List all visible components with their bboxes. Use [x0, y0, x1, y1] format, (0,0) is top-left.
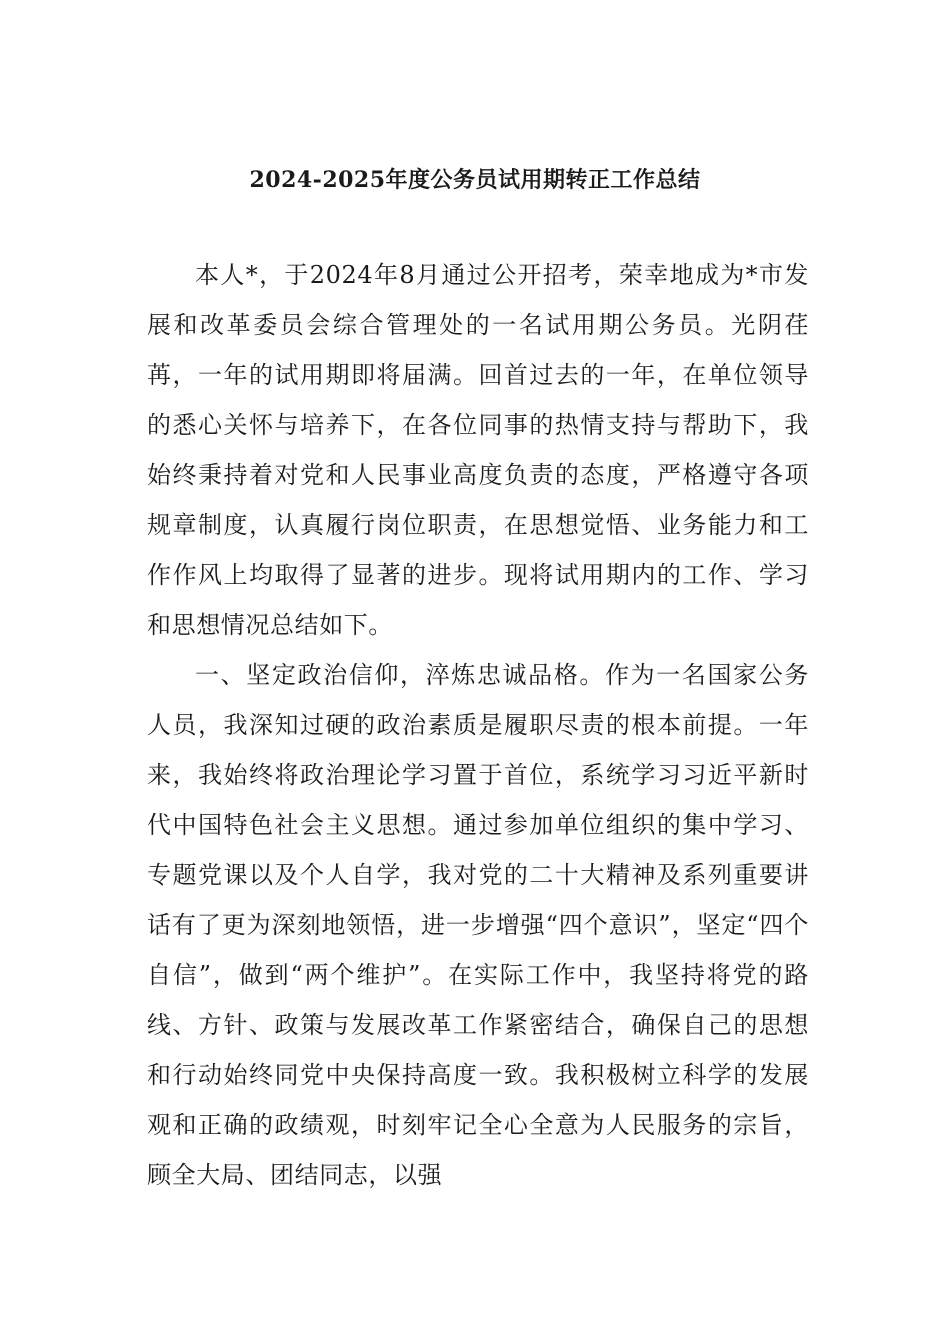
document-body — [147, 250, 809, 1200]
document-title: 2024-2025年度公务员试用期转正工作总结 — [249, 167, 701, 193]
paragraph-section-1: 一、坚定政治信仰，淬炼忠诚品格。作为一名国家公务人员，我深知过硬的政治素质是履职尽责的根本前提。一年来，我始终将政治理论学习置于首位，系统学习习近平新时代中国特色社会主义思想。通过参加单位组织的集中学习、专题党课以及个人自学，我对党的二十大精神及系列重要讲话有了更为深刻地领悟，进一步增强“四个意识”，坚定“四个自信”，做到“两个维护”。在实际工作中，我坚持将党的路线、方针、政策与发展改革工作紧密结合，确保自己的思想和行动始终同党中央保持高度一致。我积极树立科学的发展观和正确的政绩观，时刻牢记全心全意为人民服务的宗旨，顾全大局、团结同志，以强 — [147, 661, 809, 1189]
paragraph-intro: 本人*，于2024年8月通过公开招考，荣幸地成为*市发展和改革委员会综合管理处的一名试用期公务员。光阴荏苒，一年的试用期即将届满。回首过去的一年，在单位领导的悉心关怀与培养下，在各位同事的热情支持与帮助下，我始终秉持着对党和人民事业高度负责的态度，严格遵守各项规章制度，认真履行岗位职责，在思想觉悟、业务能力和工作作风上均取得了显著的进步。现将试用期内的工作、学习和思想情况总结如下。 — [147, 261, 809, 639]
